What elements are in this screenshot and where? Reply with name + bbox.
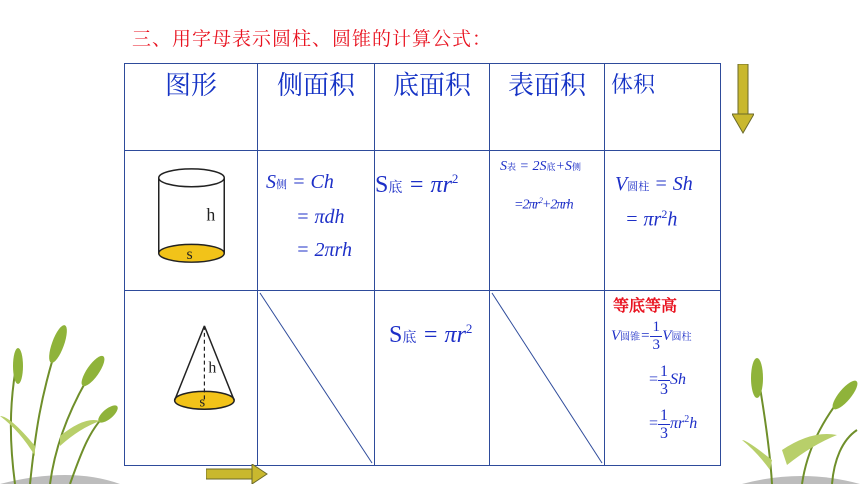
cone-volume-v: V	[611, 327, 621, 344]
cone-base-label: s	[199, 394, 206, 411]
volume-line2: = πr	[625, 208, 662, 231]
surface-line2: =2πr	[514, 197, 539, 213]
fraction-one-third	[658, 363, 670, 398]
cone-base-exp: 2	[465, 321, 473, 336]
cone-base-sub: 底	[402, 331, 417, 346]
fraction-num: 1	[660, 363, 669, 380]
cone-line3-eq: =	[649, 415, 659, 433]
empty-cell-slash	[490, 291, 604, 465]
page-heading: 三、用字母表示圆柱、圆锥的计算公式：	[132, 28, 493, 50]
surface-sub: 表	[507, 162, 517, 172]
equal-base-height-note: 等底等高	[613, 296, 678, 315]
cylinder-base-label: s	[186, 246, 193, 264]
cylinder-row	[125, 151, 721, 291]
cone-line3-h: h	[689, 415, 698, 433]
cone-volume-eq: =	[640, 327, 651, 344]
header-surface-area: 表面积	[507, 71, 586, 101]
fraction-den: 3	[660, 381, 669, 398]
surface-2s-sub: 底	[546, 162, 556, 172]
volume-line2-exp: 2	[661, 207, 668, 221]
surface-line2-tail: +2πrh	[541, 197, 573, 213]
wheat-decoration-right	[742, 340, 860, 484]
wheat-decoration-left	[0, 296, 120, 484]
cone-volume-sub2: 圆柱	[671, 331, 692, 343]
fraction-num: 1	[652, 319, 661, 335]
cone-line3-tail: πr	[670, 415, 685, 433]
volume-rhs: = Sh	[654, 173, 693, 195]
header-lateral-area: 侧面积	[276, 71, 355, 101]
volume-v: V	[615, 173, 628, 195]
empty-cell-slash	[258, 291, 374, 465]
cylinder-figure	[125, 151, 257, 290]
lateral-line3: = 2πrh	[296, 239, 352, 261]
down-arrow-icon	[732, 64, 754, 134]
base-rhs: = πr	[408, 172, 452, 198]
cone-line2-eq: =	[649, 371, 659, 389]
cone-volume-sub: 圆锥	[620, 331, 641, 343]
volume-sub: 圆柱	[627, 181, 650, 193]
right-arrow-icon	[206, 464, 268, 484]
fraction-one-third	[658, 407, 670, 442]
header-shape: 图形	[164, 71, 217, 101]
cone-row	[125, 291, 721, 466]
header-row	[125, 64, 721, 151]
cone-base-rhs: = πr	[422, 322, 466, 348]
cone-base-s: S	[389, 322, 403, 348]
volume-line2-tail: h	[667, 208, 678, 231]
header-volume: 体积	[611, 73, 656, 98]
cone-volume-v2: V	[662, 327, 672, 344]
formula-table	[124, 63, 721, 466]
base-s: S	[375, 172, 389, 198]
cone-figure	[125, 291, 257, 465]
fraction-den: 3	[652, 337, 661, 353]
lateral-lhs: S	[266, 171, 276, 193]
cylinder-height-label: h	[206, 204, 216, 225]
fraction-den: 3	[660, 425, 669, 442]
cone-line2-tail: Sh	[670, 371, 687, 389]
base-sub: 底	[388, 181, 403, 196]
lateral-rhs: = Ch	[292, 171, 334, 193]
cone-height-label: h	[208, 359, 217, 377]
surface-plus-s-sub: 侧	[571, 162, 581, 172]
cone-line3-exp: 2	[684, 413, 690, 425]
lateral-sub: 侧	[276, 179, 287, 191]
surface-plus-s: +S	[555, 159, 572, 174]
surface-line2-exp: 2	[538, 196, 542, 205]
header-base-area: 底面积	[392, 71, 471, 101]
lateral-line2: = πdh	[296, 206, 345, 228]
surface-s: S	[500, 159, 507, 174]
surface-2s: = 2S	[519, 159, 547, 174]
fraction-num: 1	[660, 407, 669, 424]
base-exp: 2	[451, 171, 459, 186]
fraction-one-third	[650, 319, 662, 354]
